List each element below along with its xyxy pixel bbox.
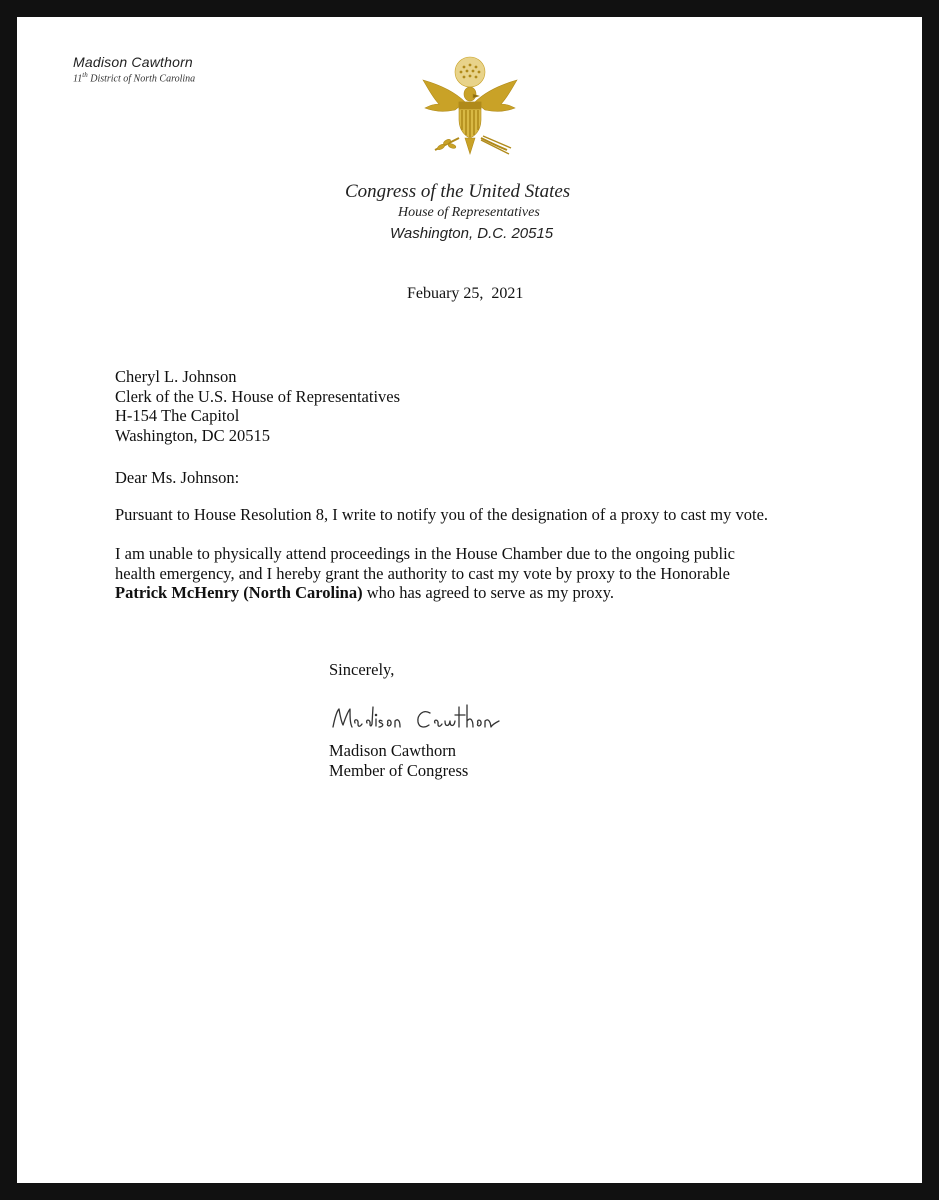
- district-ordinal: 11: [73, 73, 83, 85]
- sender-district: [73, 71, 195, 84]
- district-suffix: th: [82, 71, 88, 79]
- closing: Sincerely,: [329, 660, 395, 679]
- proxy-name: Patrick McHenry (North Carolina): [115, 583, 363, 602]
- paragraph-authority-line1: I am unable to physically attend proceedings in the House Chamber due to the ongoing public: [115, 544, 735, 563]
- signer-name: Madison Cawthorn: [329, 741, 456, 760]
- paragraph-authority: [115, 544, 735, 603]
- recipient-office: H-154 The Capitol: [115, 406, 240, 425]
- sender-block: [73, 54, 195, 84]
- recipient-title: Clerk of the U.S. House of Representatives: [115, 386, 401, 406]
- great-seal-eagle-icon: [415, 50, 525, 162]
- paragraph-authority-line3-rest: who has agreed to serve as my proxy.: [362, 583, 615, 602]
- recipient-address: [115, 367, 400, 445]
- letterhead-title: Congress of the United States: [345, 181, 571, 202]
- signer-block: [329, 741, 468, 780]
- signer-title: Member of Congress: [329, 760, 469, 780]
- letterhead-city: Washington, D.C. 20515: [390, 225, 554, 242]
- salutation: Dear Ms. Johnson:: [115, 468, 240, 487]
- letterhead-house: House of Representatives: [398, 205, 540, 220]
- handwritten-signature: [327, 697, 527, 741]
- letter-date: Febuary 25, 2021: [407, 285, 524, 302]
- paragraph-designation: Pursuant to House Resolution 8, I write to notify you of the designation of a proxy to cast my vote.: [115, 505, 769, 524]
- paragraph-authority-line2: health emergency, and I hereby grant the authority to cast my vote by proxy to the Honorable: [115, 563, 730, 583]
- letter-page: [17, 17, 922, 1183]
- recipient-name: Cheryl L. Johnson: [115, 367, 237, 386]
- district-rest: District of North Carolina: [87, 73, 196, 85]
- sender-name: Madison Cawthorn: [73, 54, 193, 70]
- recipient-city: Washington, DC 20515: [115, 425, 270, 445]
- paragraph-authority-line3: [115, 583, 735, 603]
